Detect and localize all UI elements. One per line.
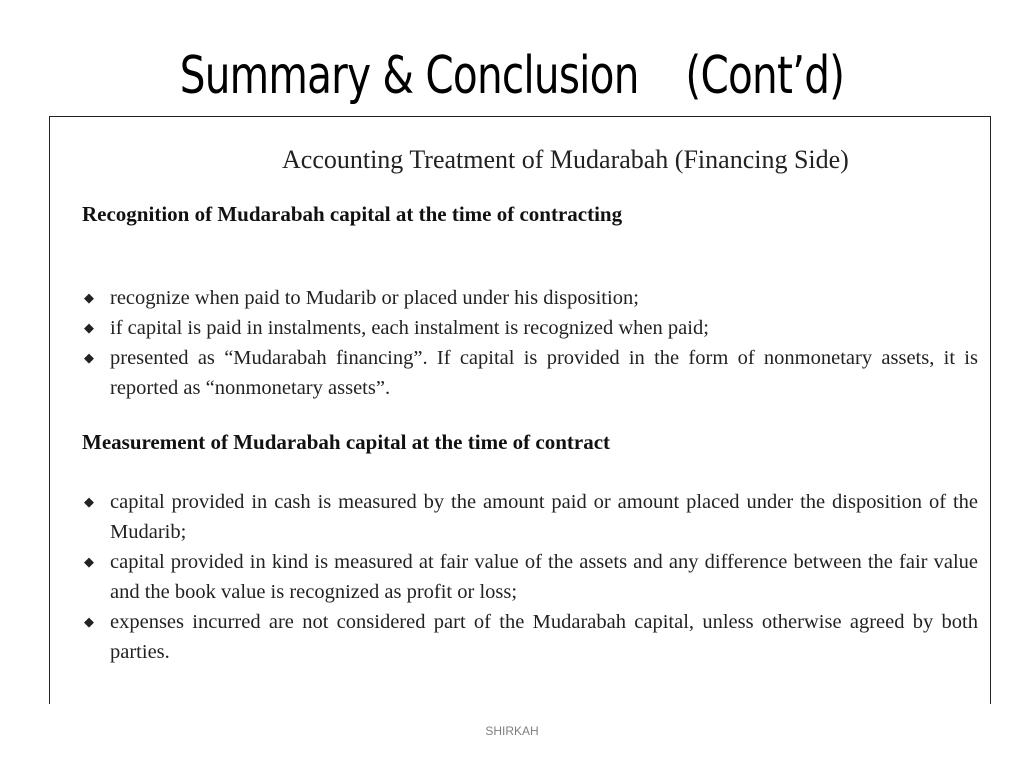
- list-item: [82, 343, 978, 403]
- list-item-text: recognize when paid to Mudarib or placed under his disposition;: [110, 287, 639, 309]
- diamond-bullet-icon: ◆: [84, 350, 94, 365]
- list-item-text: capital provided in cash is measured by the amount paid or amount placed under the disposition of the Mudarib;: [110, 491, 978, 543]
- section-title-recognition: Recognition of Mudarabah capital at the time of contracting: [82, 202, 623, 226]
- document-heading: Accounting Treatment of Mudarabah (Financing Side): [282, 145, 849, 174]
- bullet-list-measurement: [82, 487, 978, 667]
- diamond-bullet-icon: ◆: [84, 494, 94, 509]
- document-image-frame: [49, 116, 991, 704]
- diamond-bullet-icon: ◆: [84, 290, 94, 305]
- slide-footer: SHIRKAH: [485, 724, 539, 738]
- list-item: [82, 283, 978, 313]
- section-title-measurement: Measurement of Mudarabah capital at the time of contract: [82, 430, 611, 454]
- list-item-text: if capital is paid in instalments, each instalment is recognized when paid;: [110, 317, 709, 339]
- diamond-bullet-icon: ◆: [84, 320, 94, 335]
- list-item-text: capital provided in kind is measured at fair value of the assets and any difference between the fair value and the book value is recognized as profit or loss;: [110, 551, 978, 603]
- slide-title-main: Summary & Conclusion: [179, 46, 639, 106]
- list-item-text: presented as “Mudarabah financing”. If capital is provided in the form of nonmonetary assets, it is reported as “nonmonetary assets”.: [110, 347, 978, 399]
- bullet-list-recognition: [82, 283, 978, 403]
- diamond-bullet-icon: ◆: [84, 614, 94, 629]
- list-item: [82, 487, 978, 547]
- slide-title-suffix: (Cont’d): [685, 46, 845, 106]
- list-item: [82, 607, 978, 667]
- diamond-bullet-icon: ◆: [84, 554, 94, 569]
- list-item: [82, 547, 978, 607]
- list-item: [82, 313, 978, 343]
- list-item-text: expenses incurred are not considered part of the Mudarabah capital, unless otherwise agreed by both parties.: [110, 611, 978, 663]
- slide-title: [113, 44, 912, 108]
